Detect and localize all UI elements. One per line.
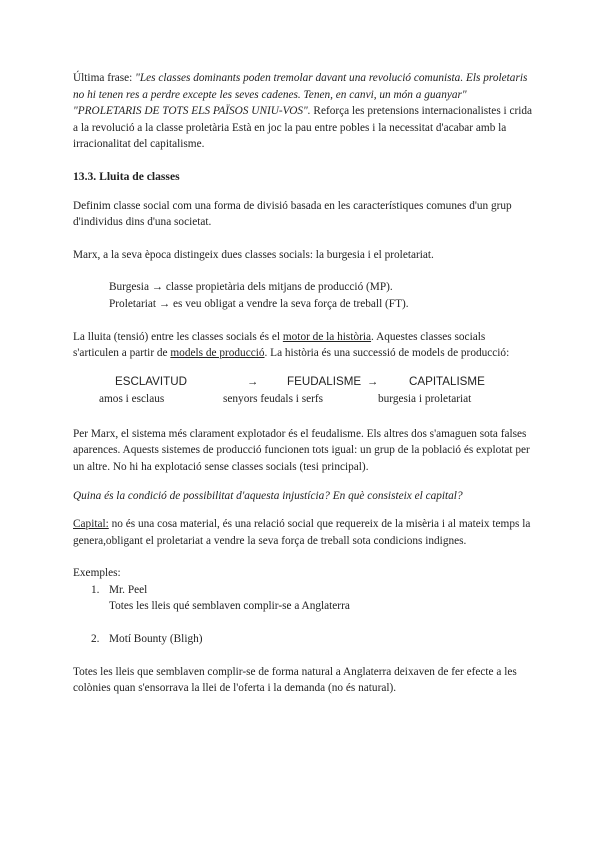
motor-history-term: motor de la història: [282, 330, 372, 343]
examples-label: Exemples:: [73, 567, 121, 580]
arrow-2: →: [367, 375, 379, 388]
social-class-definition: Definim classe social com una forma de divisió basada en les característiques comunes d'un grup d'individus dins d'una societat.: [73, 199, 512, 229]
example-title: Motí Bounty (Bligh): [109, 633, 203, 646]
example-number: 2.: [91, 633, 100, 646]
manifesto-quote: "Les classes dominants poden tremolar davant una revolució comunista. Els proletaris no hi tenen res a perdre excepte les seves cadenes. Tenen, en canvi, un món a guanyar" "PROLETARIS DE TOTS ELS PAÏSOS UNIU-VOS".: [73, 72, 528, 118]
closing-phrase-rest: Reforça les pretensions internacionalistes i crida a la revolució a la classe proletària Està en joc la pau entre pobles i la necessitat d'acabar amb la irracionalitat del capitalisme.: [73, 105, 533, 151]
capital-term: Capital:: [73, 518, 109, 531]
proletariat-item: Proletariat → es veu obligat a vendre la seva força de treball (FT).: [109, 297, 409, 310]
exploitation-paragraph: Per Marx, el sistema més clarament explotador és el feudalisme. Els altres dos s'amaguen sota falses aparences. Aquests sistemes de producció funcionen tots igual: un grup de la població és explotat per un altre. No hi ha explotació sense classes socials (tesi principal).: [73, 427, 530, 473]
class-struggle-text-a: La lluita (tensió) entre les classes socials és el: [73, 330, 283, 343]
example-item: [73, 631, 533, 648]
capital-definition-text: no és una cosa material, és una relació social que requereix de la misèria i al mateix temps la genera,obligant el proletariat a vendre la seva força de treball sota condicions indignes.: [73, 518, 531, 547]
section-heading: 13.3. Lluita de classes: [73, 169, 180, 183]
example-number: 1.: [91, 583, 100, 596]
closing-phrase-lead: Última frase:: [73, 72, 136, 84]
closing-phrase-paragraph: [73, 70, 533, 153]
production-models-sequence: [73, 374, 533, 414]
capital-definition: [73, 516, 533, 549]
production-models-term: models de producció: [170, 347, 265, 360]
arrow-1: →: [247, 375, 259, 388]
example-title: Mr. Peel: [109, 583, 148, 596]
model-capitalism: CAPITALISME: [409, 374, 485, 388]
example-item: [73, 582, 533, 599]
classes-slavery: amos i esclaus: [99, 392, 165, 405]
document-page: [73, 70, 533, 697]
burgesia-item: Burgesia → classe propietària dels mitjans de producció (MP).: [109, 281, 393, 294]
model-slavery: ESCLAVITUD: [115, 374, 187, 388]
class-struggle-text-b: . Aquestes classes socials s'articulen a partir de: [73, 330, 486, 360]
model-feudalism: FEUDALISME: [287, 374, 362, 388]
class-struggle-text-c: . La història és una successió de models de producció:: [264, 347, 510, 360]
classes-capitalism: burgesia i proletariat: [378, 392, 472, 405]
question-paragraph: Quina és la condició de possibilitat d'aquesta injustícia? En què consisteix el capital?: [73, 489, 463, 502]
class-struggle-paragraph: [73, 329, 533, 362]
marx-classes-paragraph: Marx, a la seva època distingeix dues classes socials: la burgesia i el proletariat.: [73, 248, 434, 261]
colonies-paragraph: Totes les lleis que semblaven complir-se de forma natural a Anglaterra deixaven de fer efecte a les colònies quan s'ensorrava la llei de l'oferta i la demanda (no és natural).: [73, 665, 517, 695]
example-description: Totes les lleis qué semblaven complir-se a Anglaterra: [109, 600, 350, 613]
classes-feudalism: senyors feudals i serfs: [223, 392, 324, 405]
